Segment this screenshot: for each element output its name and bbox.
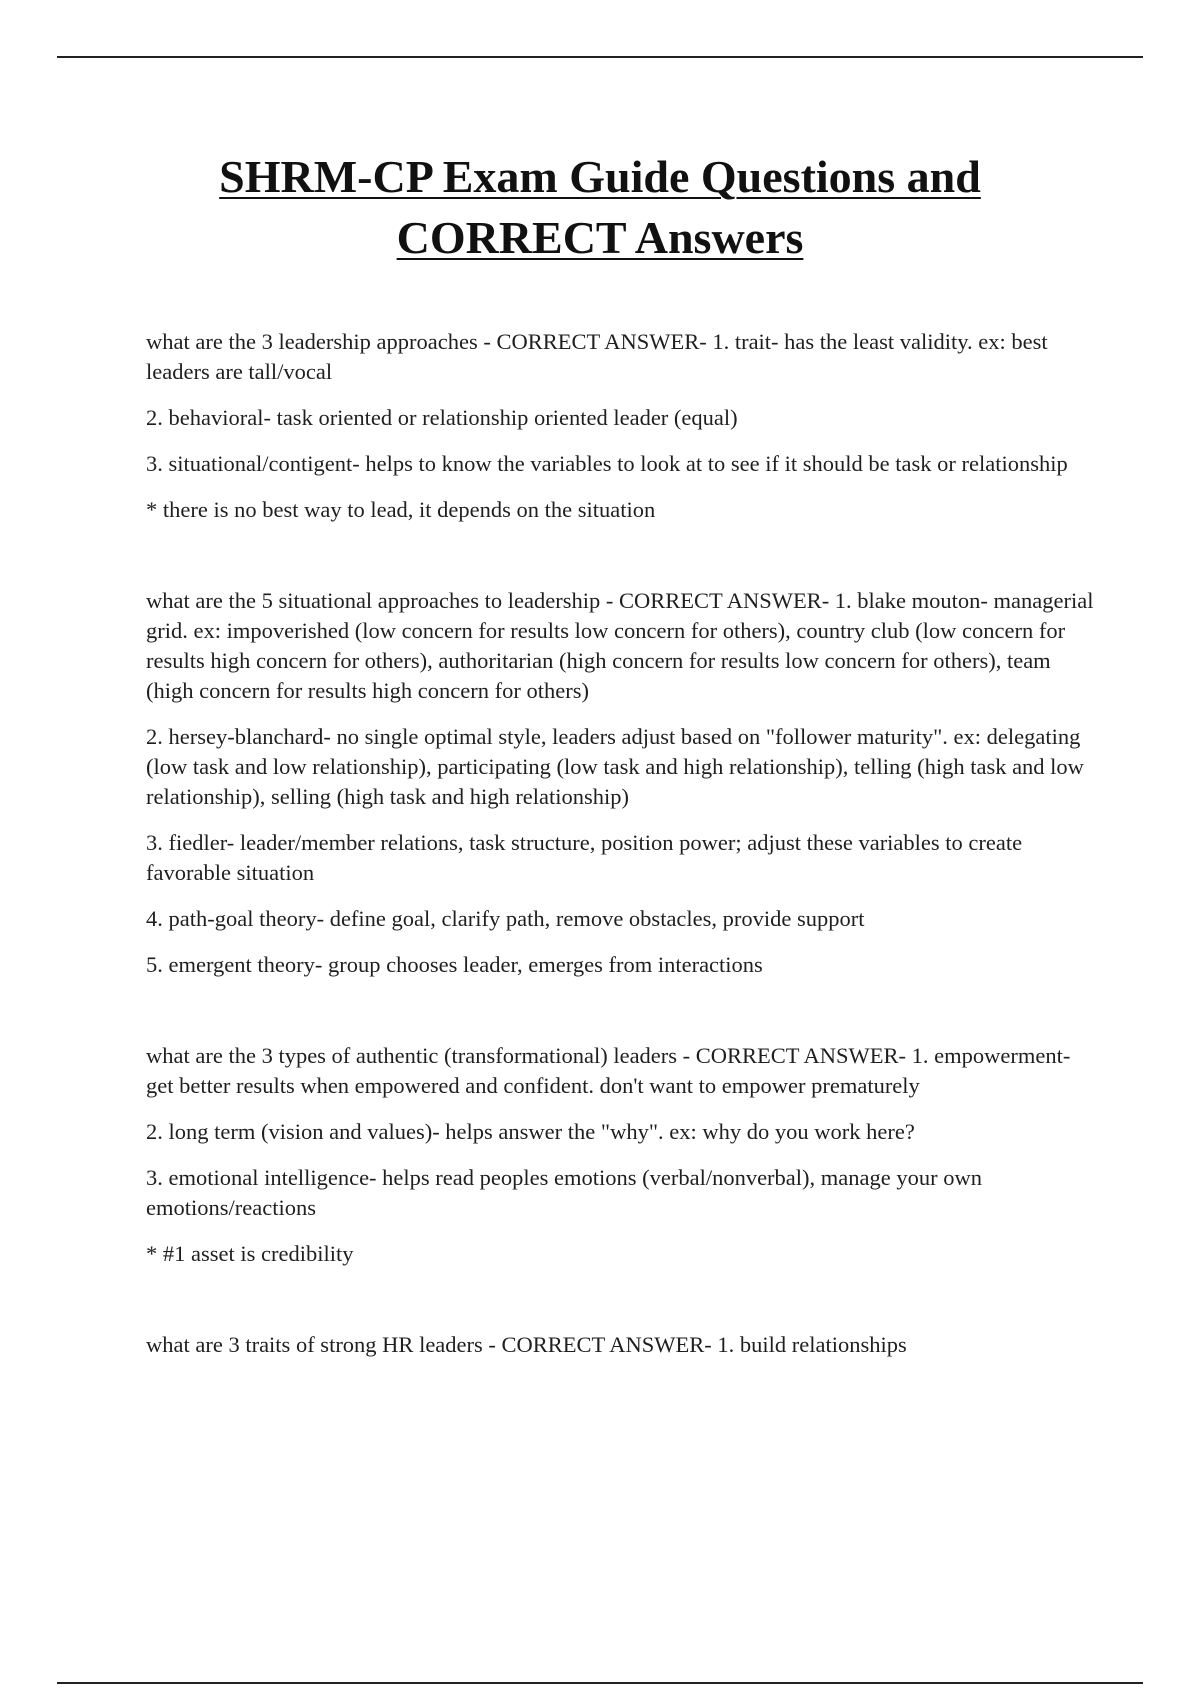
answer-paragraph: 5. emergent theory- group chooses leader, emerges from interactions [146,952,763,977]
qa-section-hr-leader-traits [146,1330,1096,1360]
note-paragraph: * #1 asset is credibility [146,1241,354,1266]
question-paragraph: what are the 3 leadership approaches - CORRECT ANSWER- 1. trait- has the least validity. ex: best leaders are tall/vocal [146,329,1048,384]
answer-paragraph: 3. situational/contigent- helps to know the variables to look at to see if it should be task or relationship [146,451,1068,476]
answer-paragraph: 3. fiedler- leader/member relations, task structure, position power; adjust these variables to create favorable situation [146,830,1023,885]
title-line-2: CORRECT Answers [396,212,804,263]
note-paragraph: * there is no best way to lead, it depends on the situation [146,497,656,522]
document-body [146,327,1096,1360]
qa-section-authentic-leaders [146,1041,1096,1269]
title-line-1: SHRM-CP Exam Guide Questions and [219,151,981,202]
answer-paragraph: 2. long term (vision and values)- helps answer the "why". ex: why do you work here? [146,1119,915,1144]
answer-paragraph: 2. hersey-blanchard- no single optimal style, leaders adjust based on "follower maturity". ex: delegating (low task and low relationship), participating (low task and high relationship), telling (high task and low relationship), selling (high task and high relationship) [146,724,1084,809]
bottom-rule [57,1682,1143,1684]
question-paragraph: what are the 3 types of authentic (transformational) leaders - CORRECT ANSWER- 1. empowerment- get better results when empowered and confident. don't want to empower prematurely [146,1043,1071,1098]
top-rule [57,56,1143,58]
qa-section-situational-approaches [146,586,1096,980]
question-paragraph: what are the 5 situational approaches to leadership - CORRECT ANSWER- 1. blake mouton- managerial grid. ex: impoverished (low concern for results low concern for others), country club (low concern for results high concern for others), authoritarian (high concern for results low concern for others), team (high concern for results high concern for others) [146,588,1094,703]
answer-paragraph: 3. emotional intelligence- helps read peoples emotions (verbal/nonverbal), manage your own emotions/reactions [146,1165,982,1220]
answer-paragraph: 4. path-goal theory- define goal, clarify path, remove obstacles, provide support [146,906,865,931]
document-title [100,146,1100,268]
question-paragraph: what are 3 traits of strong HR leaders - CORRECT ANSWER- 1. build relationships [146,1332,907,1357]
qa-section-leadership-approaches [146,327,1096,525]
answer-paragraph: 2. behavioral- task oriented or relationship oriented leader (equal) [146,405,738,430]
